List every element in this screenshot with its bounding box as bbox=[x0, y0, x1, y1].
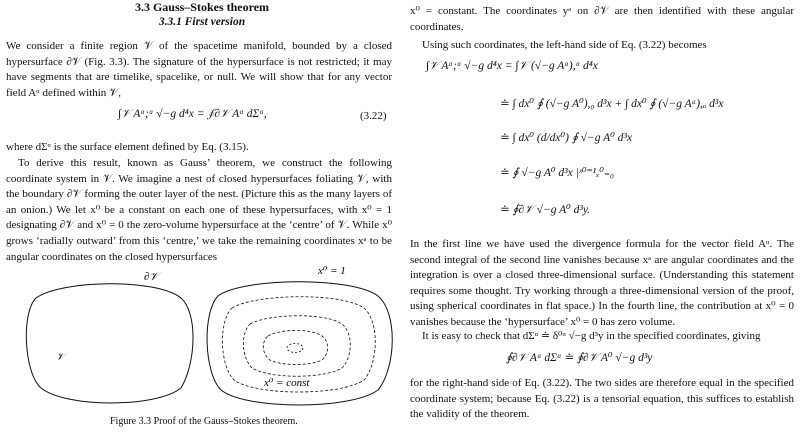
derivation-line-5: ≐ ∮∂𝒱 √−g A⁰ d³y. bbox=[500, 204, 591, 216]
gauss-stokes-figure bbox=[6, 258, 398, 408]
derivation-line-4: ≐ ∮ √−g A⁰ d³x |ˣ⁰⁼¹ₓ⁰₌₀ bbox=[500, 167, 615, 179]
section-title: Gauss–Stokes theorem bbox=[152, 0, 270, 14]
foliation-centre bbox=[287, 344, 303, 353]
gauss-theorem-equation: ∫𝒱 Aᵅ;ᵅ √−g d⁴x = ∮∂𝒱 Aᵅ dΣᵅ, bbox=[118, 108, 267, 120]
boundary-label: ∂𝒱 bbox=[144, 271, 159, 283]
region-boundary-curve bbox=[26, 284, 193, 403]
conclusion-paragraph: for the right-hand side of Eq. (3.22). The two sides are therefore equal in the specified coordinate system; because Eq. (3.22) is a tensorial equation, this suffices to establish the validity of the theorem. bbox=[410, 377, 794, 421]
surface-element-paragraph: where dΣᵅ is the surface element defined by Eq. (3.15). bbox=[6, 141, 249, 153]
coordinate-paragraph: x⁰ = constant. The coordinates yᵃ on ∂𝒱 are then identified with these angular coordinates. bbox=[410, 5, 794, 33]
derivation-line-3: ≐ ∫ dx⁰ (d/dx⁰) ∮ √−g A⁰ d³x bbox=[500, 132, 632, 144]
explanation-paragraph: In the first line we have used the divergence formula for the vector field Aᵅ. The second integral of the second line vanishes because xᵃ are angular coordinates and the integration is over a closed three-dimensional surface. (Understanding this statement requires some thought. Try working through a three-dimensional version of the proof, using spherical coordinates in flat space.) In the fourth line, the contribution at x⁰ = 0 vanishes because the ‘hypersurface’ x⁰ = 0 has zero volume. bbox=[410, 238, 794, 328]
intro-paragraph: We consider a finite region 𝒱 of the spacetime manifold, bounded by a closed hypersurface ∂𝒱 (Fig. 3.3). The signature of the hypersurface is not restricted; it may have segments that are timelike, spacelike, or null. We will show that for any vector field Aᵅ defined within 𝒱, bbox=[6, 40, 392, 99]
foliation-surface-3 bbox=[263, 330, 327, 364]
equation-number: (3.22) bbox=[360, 110, 387, 122]
derivation-paragraph: To derive this result, known as Gauss’ theorem, we construct the following coordinate system in 𝒱. We imagine a nest of closed hypersurfaces foliating 𝒱, with the boundary ∂𝒱 forming the outer layer of the nest. (Picture this as the many layers of an onion.) We let x⁰ be a constant on each one of these hypersurfaces, with x⁰ = 1 designating ∂𝒱 and x⁰ = 0 the zero-volume hypersurface at the ‘centre’ of 𝒱. While x⁰ grows ‘radially outward’ from this ‘centre,’ we take the remaining coordinates xᵃ to be angular coordinates on the closed hypersurfaces bbox=[6, 157, 392, 263]
section-number: 3.3 bbox=[134, 0, 150, 14]
derivation-line-2: ≐ ∫ dx⁰ ∮ (√−g A⁰),₀ d³x + ∫ dx⁰ ∮ (√−g Aᵃ),ₐ d³x bbox=[500, 98, 724, 110]
x0-const-label: x⁰ = const bbox=[264, 377, 310, 389]
x0-equals-one-label: x⁰ = 1 bbox=[318, 265, 346, 277]
foliation-surface-2 bbox=[243, 316, 350, 377]
derivation-line-1: ∫𝒱 Aᵅ;ᵅ √−g d⁴x = ∫𝒱 (√−g Aᵅ),ᵅ d⁴x bbox=[426, 60, 598, 72]
subsection-number: 3.3.1 bbox=[158, 16, 182, 28]
surface-element-check-paragraph: It is easy to check that dΣᵅ ≐ δ⁰ᵅ √−g d³y in the specified coordinates, giving bbox=[422, 330, 761, 342]
subsection-heading bbox=[6, 16, 398, 28]
figure-caption: Figure 3.3 Proof of the Gauss–Stokes theorem. bbox=[110, 416, 298, 427]
section-heading bbox=[6, 0, 398, 15]
lhs-intro-paragraph: Using such coordinates, the left-hand side of Eq. (3.22) becomes bbox=[422, 39, 707, 51]
subsection-title: First version bbox=[184, 16, 246, 28]
region-label: 𝒱 bbox=[56, 352, 65, 363]
rhs-equation: ∮∂𝒱 Aᵅ dΣᵅ ≐ ∮∂𝒱 A⁰ √−g d³y bbox=[506, 352, 653, 364]
